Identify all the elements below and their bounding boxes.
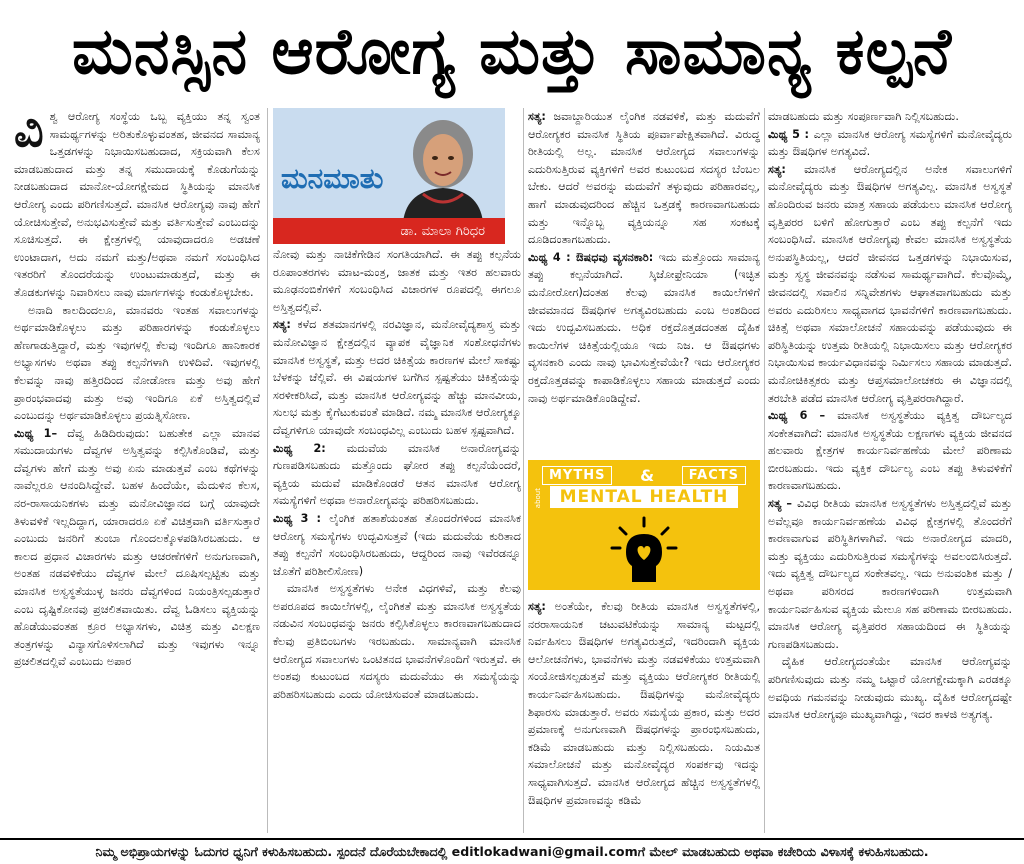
paragraph: ನೋವು ಮತ್ತು ನಾಚಿಕೆಗೇಡಿನ ಸಂಗತಿಯಾಗಿದೆ. ಈ ತಪ್ಪು ಕಲ್ಪನೆಯ ರೂಪಾಂತರಗಳು ಮಾಟ-ಮಂತ್ರ, ಜಾತಕ ಮತ್ತು ಇತರ ಹಲವಾರು ಮೂಢನಂಬಿಕೆಗಳಿಗೆ ಸಂಬಂಧಿಸಿದ ವಿಚಾರಗಳ ರೂಪದಲ್ಲಿ ಈಗಲೂ ಅಸ್ತಿತ್ವದಲ್ಲಿವೆ. bbox=[273, 248, 521, 314]
fact-label: ಸತ್ಯ: bbox=[768, 162, 805, 176]
article-column-4 bbox=[768, 108, 1012, 833]
dropcap: ವಿ bbox=[14, 108, 44, 157]
column-divider bbox=[764, 108, 765, 833]
ampersand: & bbox=[640, 466, 655, 485]
paragraph: ಮಾನಸಿಕ ಅಸ್ವಸ್ಥತೆಗಳು ಅನೇಕ ವಿಧಗಳಿವೆ, ಮತ್ತು ಕೆಲವು ಅಪರೂಪದ ಕಾಯಿಲೆಗಳಲ್ಲಿ, ಲೈಂಗಿಕತೆ ಮತ್ತು ಮಾನಸಿಕ ಅಸ್ವಸ್ಥತೆಯ ನಡುವಿನ ಸಂಬಂಧವನ್ನು ಜನರು ಕಲ್ಪಿಸಿಕೊಳ್ಳಲು ಕಾರಣವಾಗಬಹುದಾದ ಕೆಲವು ಪ್ರತಿಬಿಂಬಗಳು ಇರಬಹುದು. ಸಾಮಾನ್ಯವಾಗಿ ಮಾನಸಿಕ ಆರೋಗ್ಯದ ಸವಾಲುಗಳು ಒಂಟಿತನದ ಭಾವನೆಗಳೊಂದಿಗೆ ಇರುತ್ತವೆ. ಈ ಅಂಶವು ಕುಟುಂಬದ ಸದಸ್ಯರು ಮದುವೆಯು ಈ ಸಮಸ್ಯೆಯನ್ನು ಪರಿಹರಿಸಬಹುದು ಎಂದು ಯೋಚಿಸುವಂತೆ ಮಾಡಬಹುದು. bbox=[273, 582, 521, 701]
column-brand: ಮನಮಾತು bbox=[281, 162, 384, 195]
paragraph: ಮಾಡಬಹುದು ಮತ್ತು ಸಂಪೂರ್ಣವಾಗಿ ನಿಲ್ಲಿಸಬಹುದು. bbox=[768, 110, 959, 123]
paragraph: ದೈಹಿಕ ಆರೋಗ್ಯದಂತೆಯೇ ಮಾನಸಿಕ ಆರೋಗ್ಯವನ್ನು ಪರಿಗಣಿಸುವುದು ಮತ್ತು ನಮ್ಮ ಒಟ್ಟಾರೆ ಯೋಗಕ್ಷೇಮಕ್ಕಾಗಿ ಎರಡಕ್ಕೂ ಅವಧಿಯ ಗಮನವನ್ನು ನೀಡುವುದು ಮುಖ್ಯ. ದೈಹಿಕ ಆರೋಗ್ಯದಷ್ಟೇ ಮಾನಸಿಕ ಆರೋಗ್ಯವೂ ಮುಖ್ಯವಾಗಿದ್ದು, ಇದರ ಕಾಳಜಿ ಅತ್ಯಗತ್ಯ. bbox=[768, 655, 1012, 722]
fact-label: ಸತ್ಯ: bbox=[528, 110, 554, 123]
myth-3-paragraph: ಮಿಥ್ಯ 3 : ಲೈಂಗಿಕ ಹತಾಶೆಯಂತಹ ತೊಂದರೆಗಳಿಂದ ಮಾನಸಿಕ ಆರೋಗ್ಯ ಸಮಸ್ಯೆಗಳು ಉದ್ಭವಿಸುತ್ತವೆ (ಇದು ಮದುವೆಯ ಕುರಿತಾದ ತಪ್ಪು ಕಲ್ಪನೆಗೆ ಸಂಬಂಧಿಸಿರಬಹುದು, ಆದ್ದರಿಂದ ನಾವು ಇವೆರಡನ್ನೂ ಜೊತೆಗೆ ಪರಿಶೀಲಿಸೋಣ) bbox=[273, 511, 521, 578]
fact-4-paragraph: ಸತ್ಯ: ಅಂತೆಯೇ, ಕೆಲವು ರೀತಿಯ ಮಾನಸಿಕ ಅಸ್ವಸ್ಥತೆಗಳಲ್ಲಿ, ನರರಾಸಾಯನಿಕ ಚಟುವಟಿಕೆಯನ್ನು ಸಾಮಾನ್ಯ ಮಟ್ಟದಲ್ಲಿ ನಿರ್ವಹಿಸಲು ಔಷಧಿಗಳ ಅಗತ್ಯವಿರುತ್ತದೆ, ಇದರಿಂದಾಗಿ ವ್ಯಕ್ತಿಯ ಆಲೋಚನೆಗಳು, ಭಾವನೆಗಳು ಮತ್ತು ನಡವಳಿಕೆಯು ಉತ್ತಮವಾಗಿ ಸಂಯೋಜಿಸಲ್ಪಡುತ್ತವೆ ಮತ್ತು ವ್ಯಕ್ತಿಯು ಆರೋಗ್ಯಕರ ರೀತಿಯಲ್ಲಿ ಕಾರ್ಯನಿರ್ವಹಿಸಬಹುದು. ಔಷಧಿಗಳನ್ನು ಮನೋವೈದ್ಯರು ಶಿಫಾರಸು ಮಾಡುತ್ತಾರೆ. ಅವರು ಸಮಸ್ಯೆಯ ಪ್ರಕಾರ, ಮತ್ತು ಅದರ ಪ್ರಮಾಣಕ್ಕೆ ಅನುಗುಣವಾಗಿ ಔಷಧಗಳನ್ನು ಪ್ರಾರಂಭಿಸಬಹುದು, ಕಡಿಮೆ ಮಾಡಬಹುದು ಮತ್ತು ನಿಲ್ಲಿಸಬಹುದು. ನಿಯಮಿತ ಸಮಾಲೋಚನೆ ಮತ್ತು ಮನೋವೈದ್ಯರ ಸಂಪರ್ಕವು ಇದನ್ನು ಸಾಧ್ಯವಾಗಿಸುತ್ತದೆ. ಮಾನಸಿಕ ಆರೋಗ್ಯದ ಹೆಚ್ಚಿನ ಅಸ್ವಸ್ಥತೆಗಳಲ್ಲಿ ಔಷಧಿಗಳ ಪ್ರಮಾಣವನ್ನು ಕಡಿಮೆ bbox=[528, 600, 760, 807]
myth-4-paragraph: ಮಿಥ್ಯ 4 : ಔಷಧವು ವ್ಯಸನಕಾರಿ: ಇದು ಮತ್ತೊಂದು ಸಾಮಾನ್ಯ ತಪ್ಪು ಕಲ್ಪನೆಯಾಗಿದೆ. ಸ್ಕಿಜೋಫ್ರೇನಿಯಾ (ಇಚ್ಛಿತ ಮನೋರೋಗ)ದಂತಹ ಕೆಲವು ಮಾನಸಿಕ ಕಾಯಿಲೆಗಳಿಗೆ ಜೀವಮಾನದ ಔಷಧಿಗಳ ಅಗತ್ಯವಿರಬಹುದು ಎಂಬ ಅಂಶದಿಂದ ಇದು ಉದ್ಭವಿಸಬಹುದು. ಅಧಿಕ ರಕ್ತದೊತ್ತಡದಂತಹ ದೈಹಿಕ ಕಾಯಿಲೆಗಳ ಚಿಕಿತ್ಸೆಯಲ್ಲಿಯೂ ಇದು ನಿಜ. ಆ ಔಷಧಗಳು ವ್ಯಸನಕಾರಿ ಎಂದು ನಾವು ಭಾವಿಸುತ್ತೇವೆಯೇ? ಇದು ಆರೋಗ್ಯಕರ ರಕ್ತದೊತ್ತಡವನ್ನು ಕಾಪಾಡಿಕೊಳ್ಳಲು ಸಹಾಯ ಮಾಡುತ್ತದೆ ಎಂದು ನಾವು ಅರ್ಥಮಾಡಿಕೊಂಡಿದ್ದೇವೆ. bbox=[528, 250, 760, 405]
fact-5-paragraph: ಸತ್ಯ: ಮಾನಸಿಕ ಆರೋಗ್ಯದಲ್ಲಿನ ಅನೇಕ ಸವಾಲುಗಳಿಗೆ ಮನೋವೈದ್ಯರು ಮತ್ತು ಔಷಧಿಗಳ ಅಗತ್ಯವಿಲ್ಲ. ಮಾನಸಿಕ ಅಸ್ವಸ್ಥತೆ ಹೊಂದಿರುವ ಜನರು ಮಾತ್ರ ಸಹಾಯ ಪಡೆಯಲು ಮಾನಸಿಕ ಆರೋಗ್ಯ ವೃತ್ತಿಪರರ ಬಳಿಗೆ ಹೋಗುತ್ತಾರೆ ಎಂಬ ತಪ್ಪು ಕಲ್ಪನೆಗೆ ಇದು ಸಂಬಂಧಿಸಿದೆ. ಮಾನಸಿಕ ಆರೋಗ್ಯವು ಕೇವಲ ಮಾನಸಿಕ ಅಸ್ವಸ್ಥತೆಯ ಅನುಪಸ್ಥಿತಿಯಲ್ಲ, ಆದರೆ ಜೀವನದ ಒತ್ತಡಗಳನ್ನು ನಿಭಾಯಿಸುವ, ಮತ್ತು ಸ್ವಸ್ಥ ಜೀವನವನ್ನು ನಡೆಸುವ ಸಾಮರ್ಥ್ಯವಾಗಿದೆ. ಕೆಲವೊಮ್ಮೆ, ಜೀವನದಲ್ಲಿ ಸವಾಲಿನ ಸನ್ನಿವೇಶಗಳು ಆಘಾತವಾಗಬಹುದು ಮತ್ತು ಅವರು ಎದುರಿಸಲು ಸಾಧ್ಯವಾಗದ ಭಾವನೆಗಳಿಗೆ ಕಾರಣವಾಗಬಹುದು. ಚಿಕಿತ್ಸೆ ಅಥವಾ ಸಮಾಲೋಚನೆ ಸಹಾಯವನ್ನು ಪಡೆಯುವುದು ಈ ಪರಿಸ್ಥಿತಿಯನ್ನು ಉತ್ತಮ ರೀತಿಯಲ್ಲಿ ನಿಭಾಯಿಸಲು ಮತ್ತು ಆರೋಗ್ಯಕರ ನಿಭಾಯಿಸುವ ಕಾರ್ಯವಿಧಾನವನ್ನು ನಿರ್ಮಿಸಲು ಸಹಾಯ ಮಾಡುತ್ತದೆ. ಮನೋಚಿಕಿತ್ಸಕರು ಮತ್ತು ಆಪ್ತಸಮಾಲೋಚಕರು ಈ ವಿಜ್ಞಾನದಲ್ಲಿ ತರಬೇತಿ ಪಡೆದ ಮಾನಸಿಕ ಆರೋಗ್ಯ ವೃತ್ತಿಪರರಾಗಿದ್ದಾರೆ. bbox=[768, 162, 1012, 405]
about-label: about bbox=[534, 488, 542, 509]
myth-label: ಮಿಥ್ಯ 6 – bbox=[768, 409, 838, 423]
article-column-2 bbox=[273, 246, 521, 833]
fact-1-paragraph: ಸತ್ಯ: ಕಳೆದ ಶತಮಾನಗಳಲ್ಲಿ ನರವಿಜ್ಞಾನ, ಮನೋವೈದ್ಯಶಾಸ್ತ್ರ ಮತ್ತು ಮನೋವಿಜ್ಞಾನ ಕ್ಷೇತ್ರದಲ್ಲಿನ ವ್ಯಾಪಕ ವೈಜ್ಞಾನಿಕ ಸಂಶೋಧನೆಗಳು ಮಾನಸಿಕ ಅಸ್ವಸ್ಥತೆ, ಮತ್ತು ಅದರ ಚಿಕಿತ್ಸೆಯ ಕಾರಣಗಳ ಮೇಲೆ ಸಾಕಷ್ಟು ಬೆಳಕನ್ನು ಚೆಲ್ಲಿವೆ. ಈ ವಿಷಯಗಳ ಬಗೆಗಿನ ಸ್ಪಷ್ಟತೆಯು ಚಿಕಿತ್ಸೆಯನ್ನು ಸರಳೀಕರಿಸಿದೆ, ಮತ್ತು ಮಾನಸಿಕ ಆರೋಗ್ಯವನ್ನು ಹೆಚ್ಚು ಮಾನವೀಯ, ಸುಲಭ ಮತ್ತು ಕೈಗೆಟುಕುವಂತೆ ಮಾಡಿದೆ. ನಮ್ಮ ಮಾನಸಿಕ ಆರೋಗ್ಯಕ್ಕೂ ದೆವ್ವಗಳಿಗೂ ಯಾವುದೇ ಸಂಬಂಧವಿಲ್ಲ ಎಂಬುದು ಬಹಳ ಸ್ಪಷ್ಟವಾಗಿದೆ. bbox=[273, 318, 521, 437]
fact-label: ಸತ್ಯ: bbox=[528, 600, 555, 613]
column-header-box bbox=[273, 108, 505, 244]
myth-1-paragraph: ಮಿಥ್ಯ 1– ದೆವ್ವ ಹಿಡಿದಿರುವುದು: ಬಹುತೇಕ ಎಲ್ಲಾ ಮಾನವ ಸಮುದಾಯಗಳು ದೆವ್ವಗಳ ಅಸ್ತಿತ್ವವನ್ನು ಕಲ್ಪಿಸಿಕೊಂಡಿವೆ, ಮತ್ತು ದೆವ್ವಗಳು ಹೇಗೆ ಮತ್ತು ಅವು ಏನು ಮಾಡುತ್ತವೆ ಎಂಬ ಕಥೆಗಳನ್ನು ನಾವೆಲ್ಲರೂ ಆನಂದಿಸಿದ್ದೇವೆ. ಬಹಳ ಹಿಂದೆಯೇ, ಮೆದುಳಿನ ಕೆಲಸ, ನರ-ರಾಸಾಯನಿಕಗಳು ಮತ್ತು ಮನೋವಿಜ್ಞಾನದ ಬಗ್ಗೆ ಯಾವುದೇ ತಿಳುವಳಿಕೆ ಇಲ್ಲದಿದ್ದಾಗ, ಯಾರಾದರೂ ಏಕೆ ವಿಚಿತ್ರವಾಗಿ ವರ್ತಿಸುತ್ತಾರೆ ಎಂಬುದು ಜನರಿಗೆ ತುಂಬಾ ಗೊಂದಲಕ್ಕೊಳಪಡಿಸಿರಬಹುದು. ಆ ಕಾಲದ ಪ್ರಧಾನ ವಿಚಾರಗಳು ಮತ್ತು ಆಚರಣೆಗಳಿಗೆ ಅನುಗುಣವಾಗಿ, ಅಂತಹ ನಡವಳಿಕೆಯು ದೆವ್ವಗಳ ಮೇಲೆ ದೂಷಿಸಲ್ಪಟ್ಟಿತು ಮತ್ತು ಮಾನಸಿಕ ಅಸ್ವಸ್ಥತೆಯುಳ್ಳ ಜನರು ದೆವ್ವಗಳಿಂದ ನಿಯಂತ್ರಿಸಲ್ಪಡುತ್ತಾರೆ ಎಂಬ ದೃಷ್ಟಿಕೋನವು ಪ್ರಚಲಿತವಾಯಿತು. ದೆವ್ವ ಓಡಿಸಲು ವ್ಯಕ್ತಿಯನ್ನು ಹೊಡೆಯುವಂತಹ ಕ್ರೂರ ಅಭ್ಯಾಸಗಳು, ವಿಚಿತ್ರ ಮತ್ತು ವಿಲಕ್ಷಣ ತಂತ್ರಗಳನ್ನು ವಿನ್ಯಾಸಗೊಳಿಸಲಾಗಿದೆ ಮತ್ತು ಇವುಗಳು ಇನ್ನೂ ಪ್ರಚಲಿತದಲ್ಲಿವೆ ಎಂಬುದು ಅಪಾರ bbox=[14, 426, 260, 669]
myth-label: ಮಿಥ್ಯ 4 : ಔಷಧವು ವ್ಯಸನಕಾರಿ: bbox=[528, 250, 659, 264]
facts-tag: FACTS bbox=[682, 466, 746, 485]
headline: ಮನಸ್ಸಿನ ಆರೋಗ್ಯ ಮತ್ತು ಸಾಮಾನ್ಯ ಕಲ್ಪನೆ bbox=[71, 15, 953, 89]
myth-label: ಮಿಥ್ಯ 5 : bbox=[768, 127, 814, 141]
intro-paragraph: ವಿಶ್ವ ಆರೋಗ್ಯ ಸಂಸ್ಥೆಯ ಒಬ್ಬ ವ್ಯಕ್ತಿಯು ತನ್ನ ಸ್ವಂತ ಸಾಮರ್ಥ್ಯಗಳನ್ನು ಅರಿತುಕೊಳ್ಳುವಂತಹ, ಜೀವನದ ಸಾಮಾನ್ಯ ಒತ್ತಡಗಳನ್ನು ನಿಭಾಯಿಸಬಹುದಾದ, ಸಕ್ರಿಯವಾಗಿ ಕೆಲಸ ಮಾಡಬಹುದಾದ ಮತ್ತು ತನ್ನ ಸಮುದಾಯಕ್ಕೆ ಕೊಡುಗೆಯನ್ನು ನೀಡಬಹುದಾದ ಮಾನೋ-ಯೋಗಕ್ಷೇಮದ ಸ್ಥಿತಿಯನ್ನು ಮಾನಸಿಕ ಆರೋಗ್ಯ ಎಂದು ಪರಿಗಣಿಸುತ್ತದೆ. ಮಾನಸಿಕ ಆರೋಗ್ಯವು ನಾವು ಹೇಗೆ ಯೋಚಿಸುತ್ತೇವೆ, ಅನುಭವಿಸುತ್ತೇವೆ ಮತ್ತು ವರ್ತಿಸುತ್ತೇವೆ ಎಂಬುದನ್ನು ಸೂಚಿಸುತ್ತದೆ. ಈ ಕ್ಷೇತ್ರಗಳಲ್ಲಿ ಯಾವುದಾದರೂ ಅಡಚಣೆ ಉಂಟಾದಾಗ, ಅದು ನಮಗೆ ಮತ್ತು/ಅಥವಾ ನಮಗೆ ಸಂಬಂಧಿಸಿದ ಇತರರಿಗೆ ತೊಂದರೆಯನ್ನು ಉಂಟುಮಾಡುತ್ತದೆ, ಮತ್ತು ಈ ತೊಡಕುಗಳನ್ನು ನಿವಾರಿಸಲು ನಾವು ಮಾರ್ಗಗಳನ್ನು ಕಂಡುಕೊಳ್ಳಬೇಕು. bbox=[14, 108, 260, 299]
myths-facts-graphic bbox=[528, 460, 760, 590]
head-silhouette-icon bbox=[608, 516, 680, 588]
myth-5-paragraph: ಮಿಥ್ಯ 5 : ಎಲ್ಲಾ ಮಾನಸಿಕ ಆರೋಗ್ಯ ಸಮಸ್ಯೆಗಳಿಗೆ ಮನೋವೈದ್ಯರು ಮತ್ತು ಔಷಧಿಗಳ ಅಗತ್ಯವಿದೆ. bbox=[768, 127, 1012, 159]
column-divider bbox=[523, 108, 524, 833]
fact-label: ಸತ್ಯ: bbox=[273, 318, 298, 332]
fact-2-paragraph: ಸತ್ಯ: ಜವಾಬ್ದಾರಿಯುತ ಲೈಂಗಿಕ ನಡವಳಿಕೆ, ಮತ್ತು ಮದುವೆಗೆ ಆರೋಗ್ಯಕರ ಮಾನಸಿಕ ಸ್ಥಿತಿಯ ಪೂರ್ವಾಪೇಕ್ಷಿತವಾಗಿದೆ. ವಿರುದ್ಧ ರೀತಿಯಲ್ಲಿ ಅಲ್ಲ. ಮಾನಸಿಕ ಆರೋಗ್ಯದ ಸವಾಲುಗಳನ್ನು ಎದುರಿಸುತ್ತಿರುವ ವ್ಯಕ್ತಿಗಳಿಗೆ ಅವರ ಕುಟುಂಬದ ಸದಸ್ಯರ ಬೆಂಬಲ ಬೇಕು. ಆದರೆ ಅವರನ್ನು ಮದುವೆಗೆ ತಳ್ಳುವುದು ಪರಿಹಾರವಲ್ಲ, ಹಾಗೆ ಮಾಡುವುದರಿಂದ ಹೆಚ್ಚಿನ ಒತ್ತಡಕ್ಕೆ ಕಾರಣವಾಗಬಹುದು ಮತ್ತು ಇನ್ನೊಬ್ಬ ವ್ಯಕ್ತಿಯನ್ನೂ ಸಹ ಸಂಕಟಕ್ಕೆ ದೂಡಿದಂತಾಗಬಹುದು. bbox=[528, 110, 760, 247]
paragraph: ಅನಾದಿ ಕಾಲದಿಂದಲೂ, ಮಾನವರು ಇಂತಹ ಸವಾಲುಗಳನ್ನು ಅರ್ಥಮಾಡಿಕೊಳ್ಳಲು ಮತ್ತು ಪರಿಹಾರಗಳನ್ನು ಕಂಡುಕೊಳ್ಳಲು ಹೆಣಗಾಡುತ್ತಿದ್ದಾರೆ, ಮತ್ತು ಇವುಗಳಲ್ಲಿ ಕೆಲವು ಇಂದಿಗೂ ಹಾನಿಕಾರಕ ಅಭ್ಯಾಸಗಳು ಅಥವಾ ತಪ್ಪು ಕಲ್ಪನೆಗಳಾಗಿ ಉಳಿದಿವೆ. ಇವುಗಳಲ್ಲಿ ಕೆಲವನ್ನು ನಾವು ಹತ್ತಿರದಿಂದ ನೋಡೋಣ ಮತ್ತು ಅವು ಹೇಗೆ ಪ್ರಾರಂಭವಾದವು ಮತ್ತು ಅವು ಇಂದಿಗೂ ಏಕೆ ಅಸ್ತಿತ್ವದಲ್ಲಿವೆ ಎಂಬುದನ್ನು ಅರ್ಥಮಾಡಿಕೊಳ್ಳಲು ಪ್ರಯತ್ನಿಸೋಣ. bbox=[14, 303, 260, 423]
myth-label: ಮಿಥ್ಯ 3 : bbox=[273, 511, 330, 525]
footer-note: ನಿಮ್ಮ ಅಭಿಪ್ರಾಯಗಳನ್ನು ಓದುಗರ ಧ್ವನಿಗೆ ಕಳುಹಿಸಬಹುದು. ಸ್ಪಂದನೆ ದೊರೆಯಬೇಕಾದಲ್ಲಿ editlokadwani@gmail.comಗೆ ಮೇಲ್ ಮಾಡಬಹುದು ಅಥವಾ ಕಚೇರಿಯ ವಿಳಾಸಕ್ಕೆ ಕಳುಹಿಸಬಹುದು. bbox=[0, 838, 1024, 864]
column-divider bbox=[267, 108, 268, 833]
myth-label: ಮಿಥ್ಯ 1– bbox=[14, 426, 68, 440]
author-byline: ಡಾ. ಮಾಲಾ ಗಿರಿಧರ bbox=[273, 218, 505, 244]
myth-6-paragraph: ಮಿಥ್ಯ 6 – ಮಾನಸಿಕ ಅಸ್ವಸ್ಥತೆಯು ವ್ಯಕ್ತಿತ್ವ ದೌರ್ಬಲ್ಯದ ಸಂಕೇತವಾಗಿದೆ: ಮಾನಸಿಕ ಅಸ್ವಸ್ಥತೆಯ ಲಕ್ಷಣಗಳು ವ್ಯಕ್ತಿಯ ಜೀವನದ ಹಲವಾರು ಕ್ಷೇತ್ರಗಳ ಕಾರ್ಯನಿರ್ವಹಣೆಯ ಮೇಲೆ ಪರಿಣಾಮ ಬೀರಬಹುದು. ಇದು ವ್ಯಕ್ತಿಕ ದೌರ್ಬಲ್ಯ ಎಂಬ ತಪ್ಪು ತಿಳುವಳಿಕೆಗೆ ಕಾರಣವಾಗಬಹುದು. bbox=[768, 409, 1012, 493]
myths-tag: MYTHS bbox=[542, 466, 612, 485]
fact-label: ಸತ್ಯ – bbox=[768, 497, 798, 511]
myth-2-paragraph: ಮಿಥ್ಯ 2: ಮದುವೆಯ ಮಾನಸಿಕ ಅನಾರೋಗ್ಯವನ್ನು ಗುಣಪಡಿಸಬಹುದು ಮತ್ತೊಂದು ಘೋರ ತಪ್ಪು ಕಲ್ಪನೆಯೆಂದರೆ, ವ್ಯಕ್ತಿಯ ಮದುವೆ ಮಾಡಿಕೊಂಡರೆ ಆತನ ಮಾನಸಿಕ ಆರೋಗ್ಯ ಸಮಸ್ಯೆಗಳಿಗೆ ಅಥವಾ ಅನಾರೋಗ್ಯವನ್ನು ಪರಿಹರಿಸಬಹುದು. bbox=[273, 441, 521, 508]
article-column-1 bbox=[14, 108, 260, 833]
column-3-top bbox=[528, 108, 760, 460]
myths-facts-header bbox=[542, 466, 746, 485]
fact-6-paragraph: ಸತ್ಯ – ವಿವಿಧ ರೀತಿಯ ಮಾನಸಿಕ ಅಸ್ವಸ್ಥತೆಗಳು ಅಸ್ತಿತ್ವದಲ್ಲಿವೆ ಮತ್ತು ಅವೆಲ್ಲವೂ ಕಾರ್ಯನಿರ್ವಹಣೆಯ ವಿವಿಧ ಕ್ಷೇತ್ರಗಳಲ್ಲಿ ತೊಂದರೆಗೆ ಕಾರಣವಾಗುವ ಪರಿಸ್ಥಿತಿಗಳಾಗಿವೆ. ಇದು ಅನಾರೋಗ್ಯದ ಮಾದರಿ, ಮತ್ತು ವ್ಯಕ್ತಿಯು ಎದುರಿಸುತ್ತಿರುವ ಸಮಸ್ಯೆಗಳನ್ನು ಅವಲಂಬಿಸಿರುತ್ತದೆ. ಇದು ವ್ಯಕ್ತಿತ್ವ ದೌರ್ಬಲ್ಯದ ಸಂಕೇತವಲ್ಲ. ಇದು ಅನುವಂಶಿಕ ಮತ್ತು / ಅಥವಾ ಪರಿಸರದ ಕಾರಣಗಳಿಂದಾಗಿ ಉತ್ತಮವಾಗಿ ಕಾರ್ಯನಿರ್ವಹಿಸುವ ವ್ಯಕ್ತಿಯ ಮೇಲೂ ಸಹ ಪರಿಣಾಮ ಬೀರಬಹುದು. ಮಾನಸಿಕ ಆರೋಗ್ಯ ವೃತ್ತಿಪರರ ಸಹಾಯದಿಂದ ಈ ಸ್ಥಿತಿಯನ್ನು ಗುಣಪಡಿಸಬಹುದು. bbox=[768, 497, 1012, 651]
author-portrait bbox=[393, 114, 491, 222]
mental-health-banner: MENTAL HEALTH bbox=[550, 486, 738, 508]
myth-label: ಮಿಥ್ಯ 2: bbox=[273, 441, 347, 455]
